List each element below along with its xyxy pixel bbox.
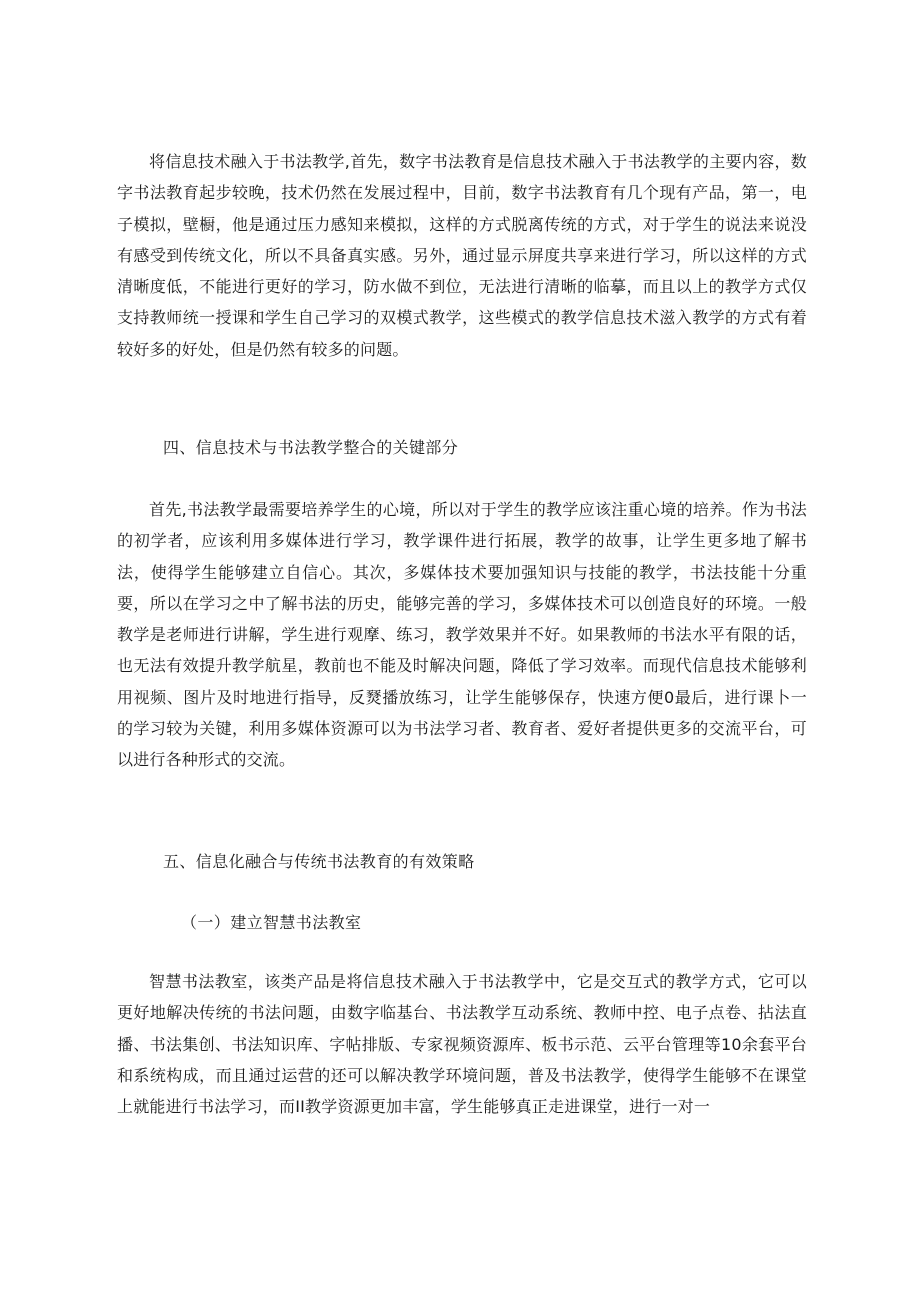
section-heading: 四、信息技术与书法教学整合的关键部分 — [163, 438, 459, 457]
subsection-heading: （一）建立智慧书法教室 — [181, 913, 362, 932]
section-heading: 五、信息化融合与传统书法教育的有效策略 — [163, 852, 475, 871]
body-paragraph: 首先,书法教学最需要培养学生的心境，所以对于学生的教学应该注重心境的培养。作为书法的初学者，应该利用多媒体进行学习，教学课件进行拓展，教学的故事，让学生更多地了解书法，使得学生能够建立自信心。其次，多媒体技术要加强知识与技能的教学，书法技能十分重要，所以在学习之中了解书法的历史，能够完善的学习，多媒体技术可以创造良好的环境。一般教学是老师进行讲解，学生进行观摩、练习，教学效果并不好。如果教师的书法水平有限的话，也无法有效提升教学航星，教前也不能及时解决问题，降低了学习效率。而现代信息技术能够利用视频、图片及时地进行指导，反燹播放练习，让学生能够保存，快速方便0最后，进行课卜一的学习较为关键，利用多媒体资源可以为书法学习者、教育者、爱好者提供更多的交流平台，可以进行各种形式的交流。 — [117, 500, 807, 770]
body-paragraph: 智慧书法教室，该类产品是将信息技术融入于书法教学中，它是交互式的教学方式，它可以更好地解决传统的书法问题，由数字临基台、书法教学互动系统、教师中控、电子点卷、拈法直播、书法集创、书法知识库、字帖排版、专家视频资源库、板书示范、云平台管理等10余套平台和系统构成，而且通过运营的还可以解决教学环境问题，普及书法教学，使得学生能够不在课堂上就能进行书法学习，而II教学资源更加丰富，学生能够真正走进课堂，进行一对一 — [117, 972, 807, 1117]
body-paragraph: 将信息技术融入于书法教学,首先，数字书法教育是信息技术融入于书法教学的主要内容，数字书法教育起步较晚，技术仍然在发展过程中，目前，数字书法教育有几个现有产品，第一，电子模拟，壁橱，他是通过压力感知来模拟，这样的方式脱离传统的方式，对于学生的说法来说没有感受到传统文化，所以不具备真实感。另外，通过显示屏度共享来进行学习，所以这样的方式清晰度低，不能进行更好的学习，防水做不到位，无法进行清晰的临摹，而且以上的教学方式仅支持教师统一授课和学生自己学习的双模式教学，这些模式的教学信息技术滋入教学的方式有着较好多的好处，但是仍然有较多的问题。 — [117, 152, 807, 359]
